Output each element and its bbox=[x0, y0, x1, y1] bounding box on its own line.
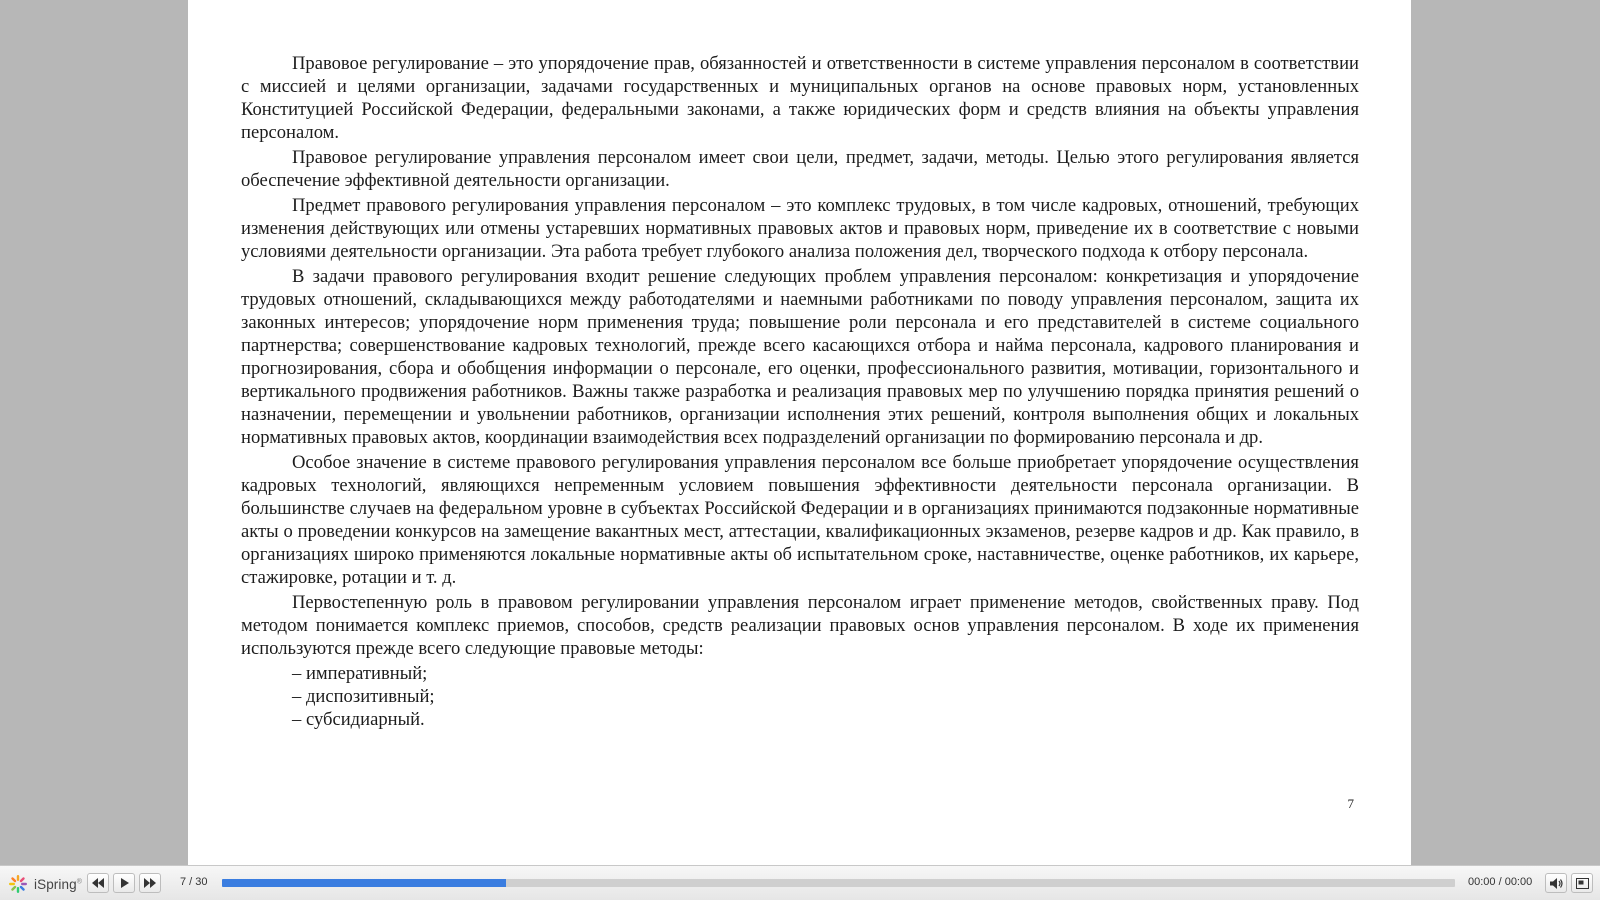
list-item: – императивный; bbox=[292, 663, 428, 684]
list-item: – субсидиарный. bbox=[292, 709, 425, 730]
time-display: 00:00 / 00:00 bbox=[1468, 876, 1533, 888]
fullscreen-button[interactable] bbox=[1571, 873, 1593, 893]
paragraph: В задачи правового регулирования входит решение следующих проблем управления персоналом: конкретизация и упорядочение трудовых отношений, складывающихся между работодателями и наемными работниками по поводу управления персоналом, защита их законных интересов; упорядочение норм применения труда; повышение роли персонала и его представителей в системе социального партнерства; совершенствование кадровых технологий, прежде всего касающихся отбора и найма персонала, кадрового планирования и прогнозирования, сбора и обобщения информации о персонале, его оценки, профессионального развития, мотивации, горизонтального и вертикального продвижения работников. Важны также разработка и реализация правовых мер по улучшению порядка принятия решений о назначении, перемещении и увольнении работников, организации исполнения этих решений, контроля выполнения общих и локальных нормативных правовых актов, координации взаимодействия всех подразделений организации по формированию персонала и др. bbox=[241, 266, 1359, 448]
slide-counter: 7 / 30 bbox=[180, 876, 208, 888]
progress-fill bbox=[222, 879, 506, 887]
brand-logo bbox=[8, 874, 82, 894]
progress-bar[interactable] bbox=[222, 879, 1455, 887]
paragraph: Правовое регулирование – это упорядочение прав, обязанностей и ответственности в системе управления персоналом в соответствии с миссией и целями организации, задачами государственных и муниципальных органов на основе правовых норм, установленных Конституцией Российской Федерации, федеральными законами, а также юридических форм и средств влияния на объекты управления персоналом. bbox=[241, 53, 1359, 143]
volume-button[interactable] bbox=[1545, 873, 1567, 893]
ispring-logo-icon bbox=[8, 874, 28, 894]
paragraph: Предмет правового регулирования управления персоналом – это комплекс трудовых, в том числе кадровых, отношений, требующих изменения действующих или отмены устаревших нормативных правовых актов и правовых норм, приведение их в соответствие с новыми условиями деятельности организации. Эта работа требует глубокого анализа положения дел, творческого подхода к отбору персонала. bbox=[241, 195, 1359, 262]
list-item: – диспозитивный; bbox=[292, 686, 435, 707]
next-slide-button[interactable] bbox=[139, 873, 161, 893]
rewind-icon bbox=[92, 878, 104, 888]
paragraph: Особое значение в системе правового регулирования управления персоналом все больше приобретает упорядочение осуществления кадровых технологий, являющихся непременным условием повышения эффективности деятельности персонала организации. В большинстве случаев на федеральном уровне в субъектах Российской Федерации и в организациях принимаются подзаконные нормативные акты о проведении конкурсов на замещение вакантных мест, аттестации, квалификационных экзаменов, резерве кадров и др. Как правило, в организациях широко применяются локальные нормативные акты об испытательном сроке, наставничестве, оценке работников, их карьере, стажировке, ротации и т. д. bbox=[241, 452, 1359, 588]
paragraph: Первостепенную роль в правовом регулировании управления персоналом играет применение методов, свойственных праву. Под методом понимается комплекс приемов, способов, средств реализации правовых основ управления персоналом. В ходе их применения используются прежде всего следующие правовые методы: bbox=[241, 592, 1359, 659]
fast-forward-icon bbox=[144, 878, 156, 888]
play-button[interactable] bbox=[113, 873, 135, 893]
fullscreen-icon bbox=[1576, 878, 1589, 889]
brand-name: iSpring® bbox=[34, 876, 82, 892]
paragraph: Правовое регулирование управления персоналом имеет свои цели, предмет, задачи, методы. Целью этого регулирования является обеспечение эффективной деятельности организации. bbox=[241, 147, 1359, 191]
speaker-icon bbox=[1550, 878, 1563, 889]
slide-page bbox=[188, 0, 1411, 865]
play-icon bbox=[120, 878, 129, 888]
page-number: 7 bbox=[1347, 796, 1354, 811]
previous-slide-button[interactable] bbox=[87, 873, 109, 893]
slide-text-body bbox=[241, 52, 1359, 731]
player-control-bar bbox=[0, 865, 1600, 900]
